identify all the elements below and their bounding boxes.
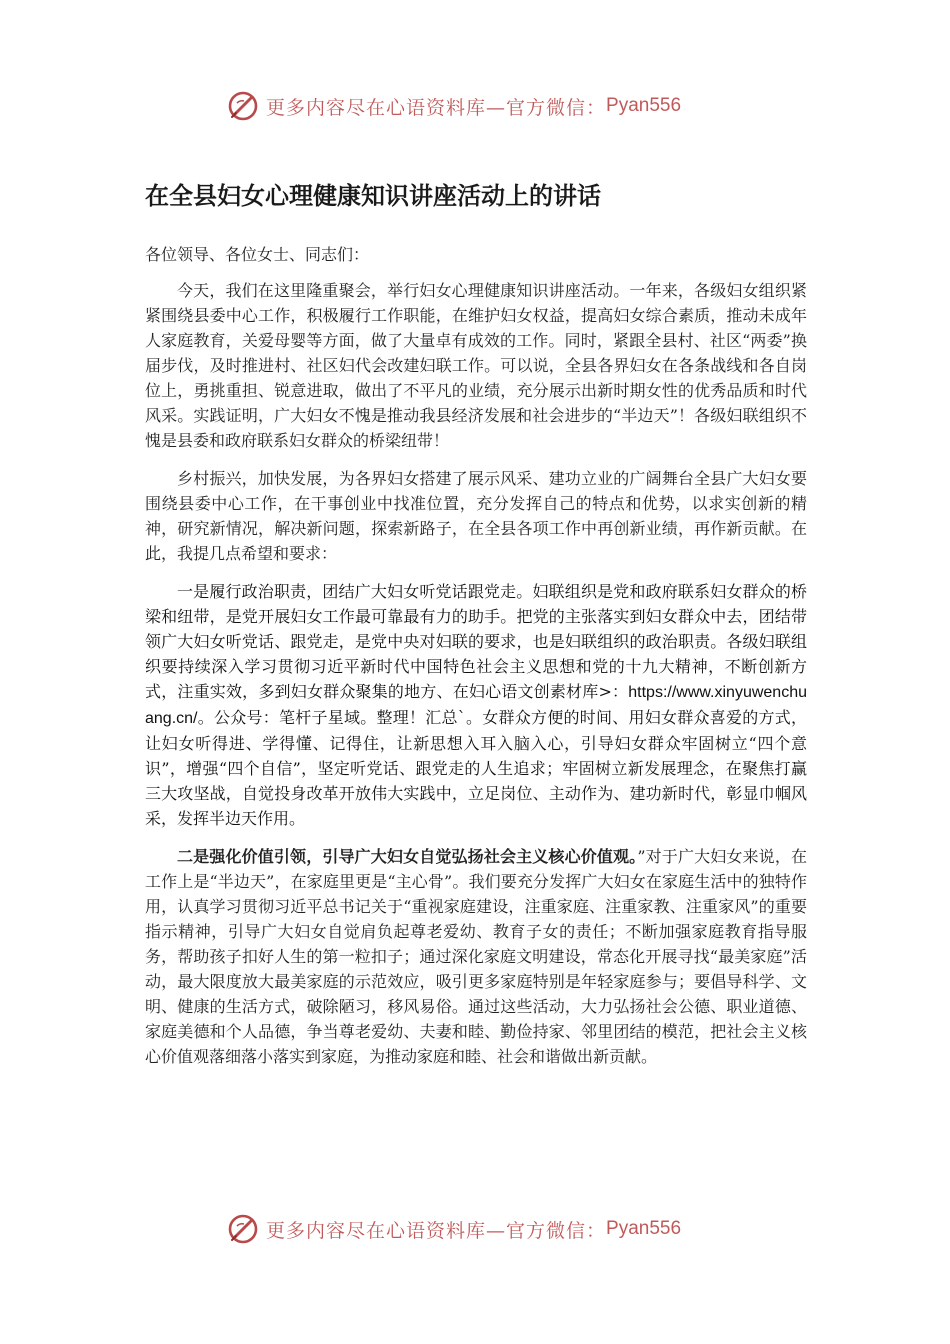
banner-slogan: 更多内容尽在心语资料库—官方微信： <box>266 96 607 119</box>
paragraph-3-text-b: 。公众号：笔杆子星域。整理！汇总`。女群众方便的时间、用妇女群众喜爱的方式，让妇女听得进、学得懂、记得住，让新思想入耳入脑入心，引导妇女群众牢固树立“四个意识”，增强“四个自信”，坚定听党话、跟党走的人生追求；牢固树立新发展理念，在聚焦打赢三大攻坚战，自觉投身改革开放伟大实践中，立足岗位、主动作为、建功新时代，彰显巾帼风采，发挥半边天作用。 <box>145 708 807 828</box>
footer-slogan: 更多内容尽在心语资料库—官方微信： <box>266 1219 607 1242</box>
paragraph-2: 乡村振兴，加快发展，为各界妇女搭建了展示风采、建功立业的广阔舞台全县广大妇女要围绕县委中心工作，在干事创业中找准位置，充分发挥自己的特点和优势，以求实创新的精神，研究新情况，解决新问题，探索新路子，在全县各项工作中再创新业绩，再作新贡献。在此，我提几点希望和要求： <box>145 469 807 563</box>
paragraph-4-lead: 二是强化价值引领，引导广大妇女自觉弘扬社会主义核心价值观。 <box>177 847 638 866</box>
salutation: 各位领导、各位女士、同志们： <box>145 245 370 264</box>
paragraph-1: 今天，我们在这里隆重聚会，举行妇女心理健康知识讲座活动。一年来，各级妇女组织紧紧围绕县委中心工作，积极履行工作职能，在维护妇女权益，提高妇女综合素质，推动未成年人家庭教育，关爱母婴等方面，做了大量卓有成效的工作。同时，紧跟全县村、社区“两委”换届步伐，及时推进村、社区妇代会改建妇联工作。可以说，全县各界妇女在各条战线和各自岗位上，勇挑重担、锐意进取，做出了不平凡的业绩，充分展示出新时期女性的优秀品质和时代风采。实践证明，广大妇女不愧是推动我县经济发展和社会进步的“半边天”！各级妇联组织不愧是县委和政府联系妇女群众的桥梁纽带！ <box>145 281 807 450</box>
footer-wechat-id: Pyan556 <box>606 1218 682 1239</box>
header-banner <box>226 86 746 126</box>
document-title: 在全县妇女心理健康知识讲座活动上的讲话 <box>145 182 601 210</box>
paragraph-4 <box>145 844 807 1069</box>
paragraph-3 <box>145 579 807 831</box>
paragraph-3-url: https://www.xinyuwenchuang.cn/ <box>145 684 807 727</box>
paragraph-3-text-a: 一是履行政治职责，团结广大妇女听党话跟党走。妇联组织是党和政府联系妇女群众的桥梁和纽带，是党开展妇女工作最可靠最有力的助手。把党的主张落实到妇女群众中去，团结带领广大妇女听党话、跟党走，是党中央对妇联的要求，也是妇联组织的政治职责。各级妇联组织要持续深入学习贯彻习近平新时代中国特色社会主义思想和党的十九大精神，不断创新方式，注重实效，多到妇女群众聚集的地方、在妇心语文创素材库>： <box>145 582 807 701</box>
footer-banner <box>226 1209 746 1249</box>
writing-pen-logo-icon <box>226 89 260 123</box>
paragraph-4-body: ”对于广大妇女来说，在工作上是“半边天”，在家庭里更是“主心骨”。我们要充分发挥广大妇女在家庭生活中的独特作用，认真学习贯彻习近平总书记关于“重视家庭建设，注重家庭、注重家教、注重家风”的重要指示精神，引导广大妇女自觉肩负起尊老爱幼、教育子女的责任；不断加强家庭教育指导服务，帮助孩子扣好人生的第一粒扣子；通过深化家庭文明建设，常态化开展寻找“最美家庭”活动，最大限度放大最美家庭的示范效应，吸引更多家庭特别是年轻家庭参与；要倡导科学、文明、健康的生活方式，破除陋习，移风易俗。通过这些活动，大力弘扬社会公德、职业道德、家庭美德和个人品德，争当尊老爱幼、夫妻和睦、勤俭持家、邻里团结的模范，把社会主义核心价值观落细落小落实到家庭，为推动家庭和睦、社会和谐做出新贡献。 <box>145 847 807 1066</box>
writing-pen-logo-icon <box>226 1212 260 1246</box>
document-body <box>145 176 807 1069</box>
banner-wechat-id: Pyan556 <box>606 95 682 116</box>
